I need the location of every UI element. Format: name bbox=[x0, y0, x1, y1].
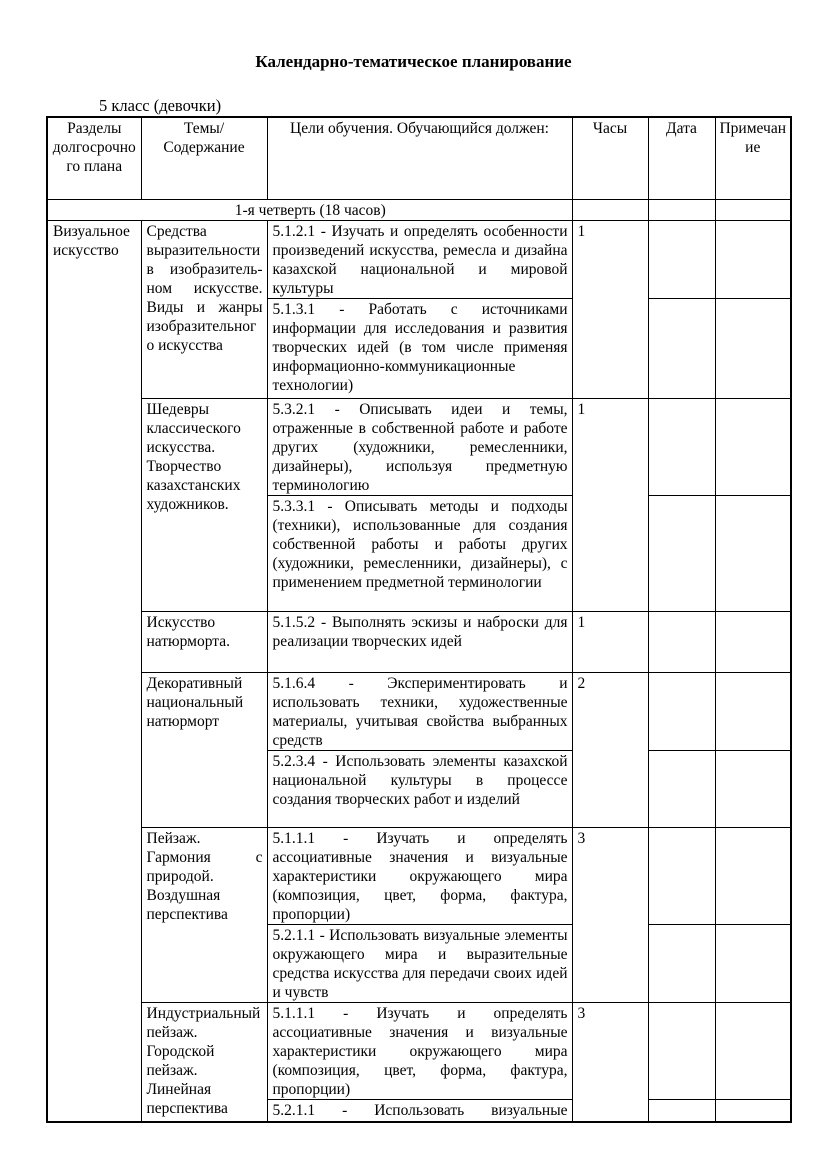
hours-cell: 1 bbox=[572, 398, 648, 611]
hours-cell bbox=[572, 199, 648, 220]
note-cell bbox=[715, 827, 791, 924]
hours-cell: 3 bbox=[572, 827, 648, 1002]
note-cell bbox=[715, 298, 791, 398]
topic-cell: Средства выразительности в изобразитель-ном искусстве. Виды и жанры изобразительного искусства bbox=[141, 220, 267, 398]
hours-cell: 1 bbox=[572, 611, 648, 672]
date-cell bbox=[648, 398, 715, 495]
objective-cell: 5.1.2.1 - Изучать и определять особенности произведений искусства, ремесла и дизайна казахской национальной и мировой культуры bbox=[267, 220, 572, 298]
note-cell bbox=[715, 220, 791, 298]
note-cell bbox=[715, 199, 791, 220]
hours-cell: 1 bbox=[572, 220, 648, 398]
header-cell-date: Дата bbox=[648, 117, 715, 199]
page-title: Календарно-тематическое планирование bbox=[255, 52, 572, 71]
note-cell bbox=[715, 398, 791, 495]
table-row bbox=[47, 1002, 791, 1099]
header-cell-note: Примечание bbox=[715, 117, 791, 199]
date-cell bbox=[648, 827, 715, 924]
note-cell bbox=[715, 924, 791, 1002]
note-cell bbox=[715, 1002, 791, 1099]
note-cell bbox=[715, 750, 791, 827]
objective-cell: 5.3.3.1 - Описывать методы и подходы (техники), использованные для создания собственной работы и работы других (художники, ремесленники, дизайнеры), с применением предметной терминологии bbox=[267, 495, 572, 611]
objective-cell: 5.3.2.1 - Описывать идеи и темы, отраженные в собственной работе и работе других (художники, ремесленники, дизайнеры), используя предметную терминологию bbox=[267, 398, 572, 495]
objective-cell: 5.2.1.1 - Использовать визуальные элементы окружающего мира и выразительные средства искусства для передачи своих идей и чувств bbox=[267, 924, 572, 1002]
objective-cell: 5.2.3.4 - Использовать элементы казахской национальной культуры в процессе создания творческих работ и изделий bbox=[267, 750, 572, 827]
date-cell bbox=[648, 199, 715, 220]
date-cell bbox=[648, 672, 715, 750]
hours-cell: 2 bbox=[572, 672, 648, 827]
topic-cell: Искусство натюрморта. bbox=[141, 611, 267, 672]
objective-cell: 5.1.6.4 - Экспериментировать и использовать техники, художественные материалы, учитывая свойства выбранных средств bbox=[267, 672, 572, 750]
date-cell bbox=[648, 924, 715, 1002]
header-cell-sections: Разделы долгосрочного плана bbox=[47, 117, 141, 199]
objective-cell: 5.1.3.1 - Работать с источниками информации для исследования и развития творческих идей (в том числе применяя информационно-коммуникационные технологии) bbox=[267, 298, 572, 398]
planning-table bbox=[46, 116, 792, 1123]
topic-cell: Декоративный национальный натюрморт bbox=[141, 672, 267, 827]
class-subtitle: 5 класс (девочки) bbox=[99, 96, 222, 115]
section-cell: Визуальное искусство bbox=[47, 220, 141, 1122]
note-cell bbox=[715, 611, 791, 672]
table-row bbox=[47, 220, 791, 298]
quarter-label-cell: 1-я четверть (18 часов) bbox=[47, 199, 572, 220]
note-cell bbox=[715, 1099, 791, 1122]
table-row bbox=[47, 672, 791, 750]
topic-cell: Шедевры классического искусства. Творчество казахстанских художников. bbox=[141, 398, 267, 611]
quarter-row bbox=[47, 199, 791, 220]
date-cell bbox=[648, 220, 715, 298]
objective-cell: 5.1.5.2 - Выполнять эскизы и наброски для реализации творческих идей bbox=[267, 611, 572, 672]
table-row bbox=[47, 398, 791, 495]
note-cell bbox=[715, 495, 791, 611]
header-cell-objectives: Цели обучения. Обучающийся должен: bbox=[267, 117, 572, 199]
date-cell bbox=[648, 495, 715, 611]
topic-cell: Индустриальный пейзаж. Городской пейзаж. Линейная перспектива bbox=[141, 1002, 267, 1122]
table-row bbox=[47, 611, 791, 672]
header-cell-hours: Часы bbox=[572, 117, 648, 199]
topic-cell: Пейзаж. Гармония с природой. Воздушная перспектива bbox=[141, 827, 267, 1002]
date-cell bbox=[648, 1002, 715, 1099]
table-row bbox=[47, 827, 791, 924]
header-row bbox=[47, 117, 791, 199]
hours-cell: 3 bbox=[572, 1002, 648, 1122]
date-cell bbox=[648, 1099, 715, 1122]
date-cell bbox=[648, 298, 715, 398]
objective-cell: 5.1.1.1 - Изучать и определять ассоциативные значения и визуальные характеристики окружающего мира (композиция, цвет, форма, фактура, пропорции) bbox=[267, 827, 572, 924]
date-cell bbox=[648, 611, 715, 672]
header-cell-topics: Темы/ Содержание bbox=[141, 117, 267, 199]
note-cell bbox=[715, 672, 791, 750]
objective-cell: 5.1.1.1 - Изучать и определять ассоциативные значения и визуальные характеристики окружающего мира (композиция, цвет, форма, фактура, пропорции) bbox=[267, 1002, 572, 1099]
date-cell bbox=[648, 750, 715, 827]
objective-cell: 5.2.1.1 - Использовать визуальные bbox=[267, 1099, 572, 1122]
